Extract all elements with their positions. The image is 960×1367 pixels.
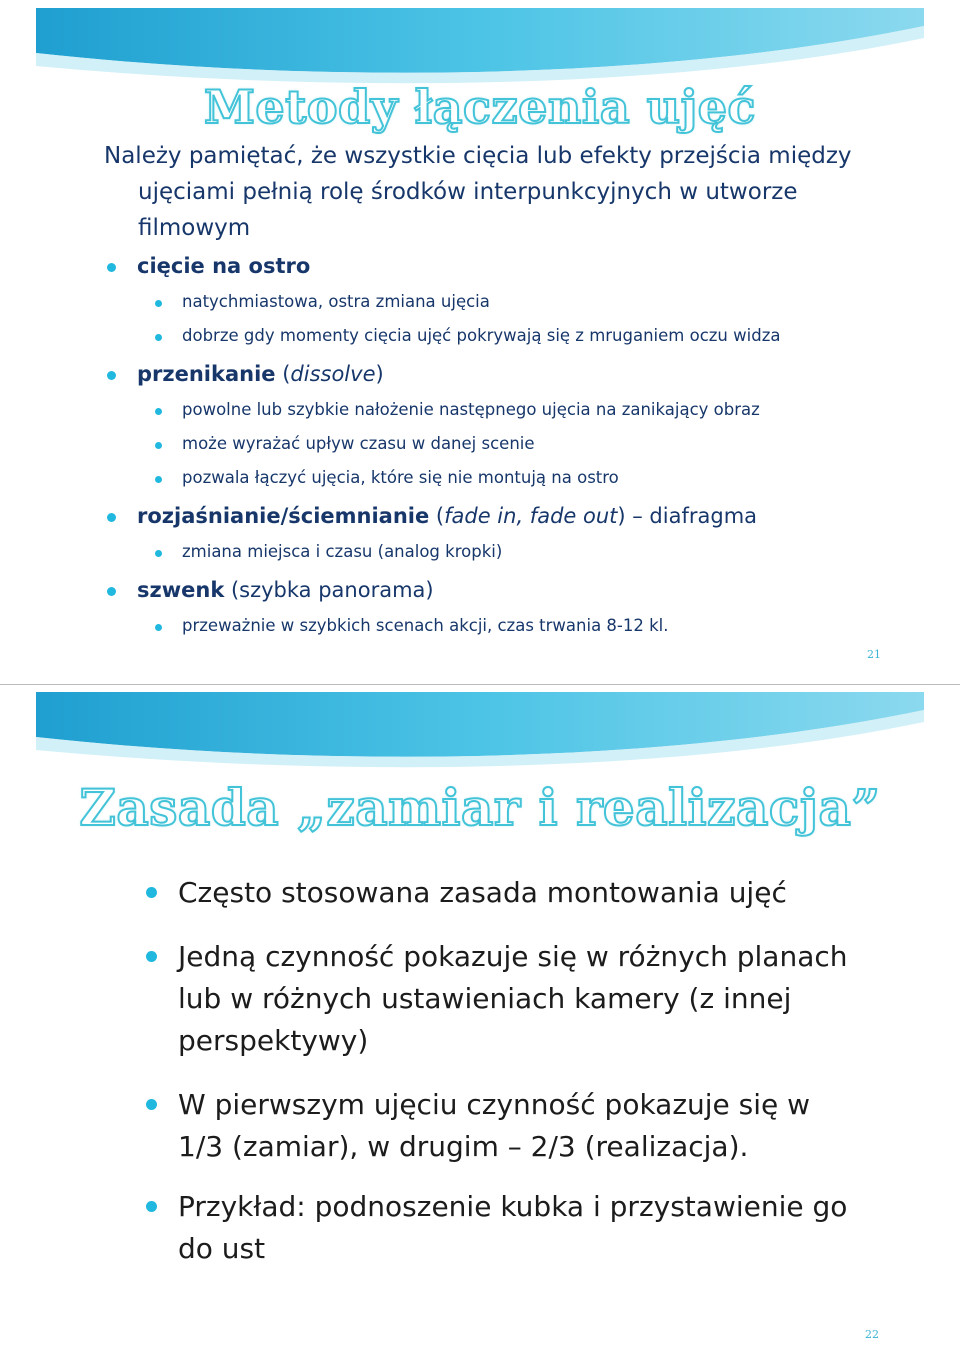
item-text: cięcie na ostro	[137, 254, 311, 278]
bullet-dot-icon	[146, 887, 157, 898]
item-text: dissolve	[290, 362, 376, 386]
item-text-line: Często stosowana zasada montowania ujęć	[178, 876, 787, 909]
bullet-dot-icon	[155, 334, 162, 341]
sub-list-item	[182, 616, 669, 635]
item-text-line: perspektywy)	[178, 1024, 369, 1057]
item-text: zmiana miejsca i czasu (analog kropki)	[182, 542, 503, 561]
bullet-dot-icon	[155, 550, 162, 557]
item-text: przeważnie w szybkich scenach akcji, czas trwania 8-12 kl.	[182, 616, 669, 635]
sub-list-item	[182, 542, 502, 561]
header-wave-band	[36, 692, 924, 772]
item-text: może wyrażać upływ czasu w danej scenie	[182, 434, 535, 453]
list-item	[137, 504, 757, 528]
bullet-dot-icon	[107, 371, 116, 380]
item-text-line: do ust	[178, 1232, 266, 1265]
page-divider	[0, 684, 960, 685]
item-text-line: W pierwszym ujęciu czynność pokazuje się w	[178, 1088, 811, 1121]
sub-list-item	[182, 434, 535, 453]
bullet-dot-icon	[146, 951, 157, 962]
intro-line: Należy pamiętać, że wszystkie cięcia lub efekty przejścia między	[104, 143, 852, 169]
bullet-dot-icon	[107, 513, 116, 522]
item-text-line: lub w różnych ustawieniach kamery (z innej	[178, 982, 792, 1015]
item-text-line: Przykład: podnoszenie kubka i przystawienie go	[178, 1190, 848, 1223]
item-text-line: 1/3 (zamiar), w drugim – 2/3 (realizacja).	[178, 1130, 749, 1163]
list-item	[178, 1084, 810, 1168]
item-text: (	[429, 504, 445, 528]
page-number: 21	[867, 648, 881, 661]
list-item	[178, 872, 787, 914]
bullet-dot-icon	[155, 408, 162, 415]
bullet-dot-icon	[155, 624, 162, 631]
bullet-dot-icon	[155, 442, 162, 449]
bullet-dot-icon	[146, 1201, 157, 1212]
header-wave-band	[36, 8, 924, 88]
intro-line: ujęciami pełnią rolę środków interpunkcyjnych w utworze	[138, 179, 798, 205]
bullet-dot-icon	[107, 263, 116, 272]
sub-list-item	[182, 468, 619, 487]
item-text-line: Jedną czynność pokazuje się w różnych planach	[178, 940, 848, 973]
list-item	[137, 254, 310, 278]
item-text: szwenk	[137, 578, 225, 602]
item-text: (	[275, 362, 291, 386]
sub-list-item	[182, 326, 780, 345]
bullet-dot-icon	[155, 476, 162, 483]
intro-paragraph	[104, 138, 884, 246]
intro-line: filmowym	[138, 215, 251, 241]
item-text: fade in, fade out	[444, 504, 618, 528]
item-text: natychmiastowa, ostra zmiana ujęcia	[182, 292, 490, 311]
item-text: powolne lub szybkie nałożenie następnego ujęcia na zanikający obraz	[182, 400, 760, 419]
item-text: rozjaśnianie/ściemnianie	[137, 504, 430, 528]
slide-21	[36, 8, 924, 680]
list-item	[137, 362, 384, 386]
bullet-dot-icon	[146, 1099, 157, 1110]
list-item	[178, 936, 848, 1062]
bullet-dot-icon	[107, 587, 116, 596]
sub-list-item	[182, 292, 490, 311]
item-text: )	[375, 362, 384, 386]
bullet-dot-icon	[155, 300, 162, 307]
item-text: przenikanie	[137, 362, 276, 386]
item-text: pozwala łączyć ujęcia, które się nie montują na ostro	[182, 468, 619, 487]
slide-title: Zasada „zamiar i realizacja”	[79, 778, 881, 837]
slide-22	[36, 692, 924, 1358]
page-number: 22	[865, 1328, 879, 1341]
item-text: dobrze gdy momenty cięcia ujęć pokrywają się z mruganiem oczu widza	[182, 326, 781, 345]
list-item	[137, 578, 434, 602]
item-text: ) – diafragma	[617, 504, 758, 528]
sub-list-item	[182, 400, 760, 419]
item-text: (szybka panorama)	[224, 578, 434, 602]
list-item	[178, 1186, 847, 1270]
slide-title: Metody łączenia ujęć	[203, 80, 757, 134]
